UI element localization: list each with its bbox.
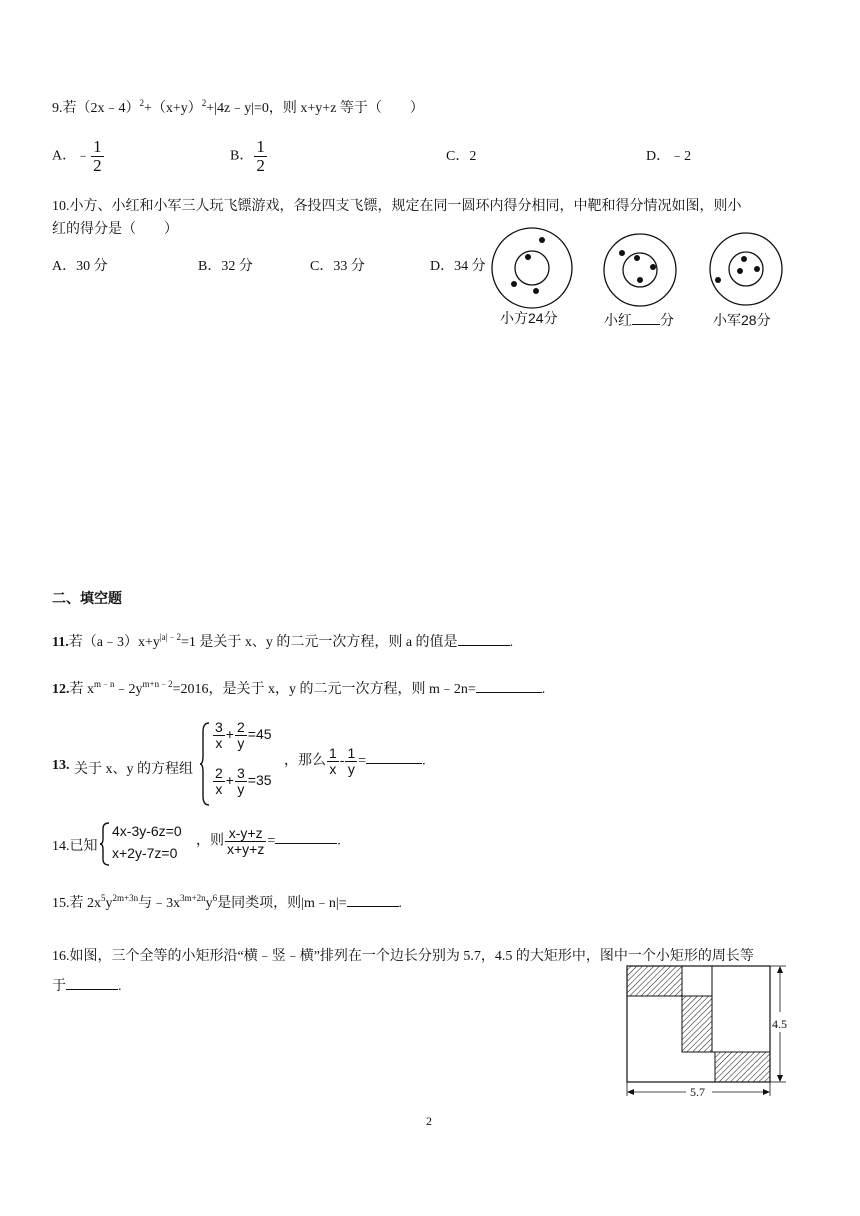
q12: 12.若 $x^{m﹣n}﹣2y^{m+n﹣2}=2016$，是关于 x，y 的二元一次方程，则 m﹣2n= .	[52, 679, 546, 697]
q13-expression: ，那么 $\frac{1}{x}$ - $\frac{1}{y}$ = .	[284, 745, 426, 777]
dimension-height-label: 4.5	[772, 1017, 787, 1031]
answer-blank	[476, 678, 542, 693]
target3-label: 小军28分	[713, 312, 771, 328]
section-title: 二、填空题	[52, 592, 122, 607]
q10-option-c: C．33 分	[310, 259, 365, 274]
dart-dot	[525, 254, 531, 260]
answer-blank	[275, 829, 337, 844]
dimension-width-label: 5.7	[690, 1085, 705, 1099]
dart-dot	[737, 268, 743, 274]
answer-blank	[458, 631, 510, 646]
answer-blank	[347, 892, 399, 907]
small-rectangle-bottom	[715, 1052, 770, 1082]
target1-label: 小方24分	[500, 310, 558, 326]
system-brace	[100, 822, 110, 866]
dart-dot	[637, 277, 643, 283]
q9-stem: 9.若$(2x﹣4)^2+(x+y)^2+|4z﹣y|=0$，则 x+y+z 等于（ ）	[52, 98, 424, 116]
dart-dot	[741, 256, 747, 262]
dart-dot	[511, 281, 517, 287]
q9-option-a: A．﹣ $\frac{1}{2}$	[52, 137, 102, 175]
dart-dot	[715, 277, 721, 283]
page-number: 2	[426, 1114, 432, 1128]
target-xiaofang	[492, 228, 572, 308]
small-rectangle-top	[627, 966, 682, 996]
q10-option-a: A．30 分	[52, 259, 108, 274]
q14-expression: ，则 $\frac{x-y+z}{x+y+z}$ = .	[196, 825, 341, 857]
q10-stem-line2: 红的得分是（ ）	[52, 222, 178, 237]
answer-blank	[66, 975, 118, 990]
dart-dot	[650, 264, 656, 270]
q9-option-c: C．2	[446, 149, 477, 164]
target-xiaojun	[710, 233, 782, 305]
target-xiaohong	[604, 234, 676, 306]
dart-dot	[754, 266, 760, 272]
target2-label: 小红 分	[604, 312, 674, 328]
system-rows: 4x-3y-6z=0 x+2y-7z=0	[112, 823, 182, 861]
dart-dot	[539, 237, 545, 243]
system-row-1: $\frac{3}{x}$ + $\frac{2}{y}$ =45	[215, 719, 272, 751]
q15: 15.若 $2x^5y^{2m+3n}$与$﹣3x^{3m+2n}y^6$是同类项，则|m﹣n|= .	[52, 893, 403, 911]
q10-stem-line1: 10.小方、小红和小军三人玩飞镖游戏，各投四支飞镖，规定在同一圆环内得分相同，中靶和得分情况如图，则小	[52, 199, 742, 214]
q9-option-b: B． $\frac{1}{2}$	[230, 137, 265, 175]
q10-option-d: D．34 分	[430, 259, 486, 274]
q10-option-b: B．32 分	[198, 259, 253, 274]
dart-dot	[634, 255, 640, 261]
answer-blank	[366, 749, 422, 764]
small-rectangle-middle	[682, 996, 712, 1052]
system-brace	[200, 722, 210, 806]
q9-option-d: D．﹣2	[646, 149, 692, 164]
q11: 11.若$(a﹣3)x+y^{|a|﹣2}=1$ 是关于 x、y 的二元一次方程，则 a 的值是 .	[52, 632, 514, 650]
q16-line1: 16.如图，三个全等的小矩形沿“横﹣竖﹣横”排列在一个边长分别为 5.7，4.5 的大矩形中，图中一个小矩形的周长等	[52, 949, 754, 964]
q16-line2: 于 .	[52, 975, 122, 995]
dart-dot	[619, 250, 625, 256]
system-row-2: $\frac{2}{x}$ + $\frac{3}{y}$ =35	[215, 765, 272, 797]
dart-dot	[533, 288, 539, 294]
